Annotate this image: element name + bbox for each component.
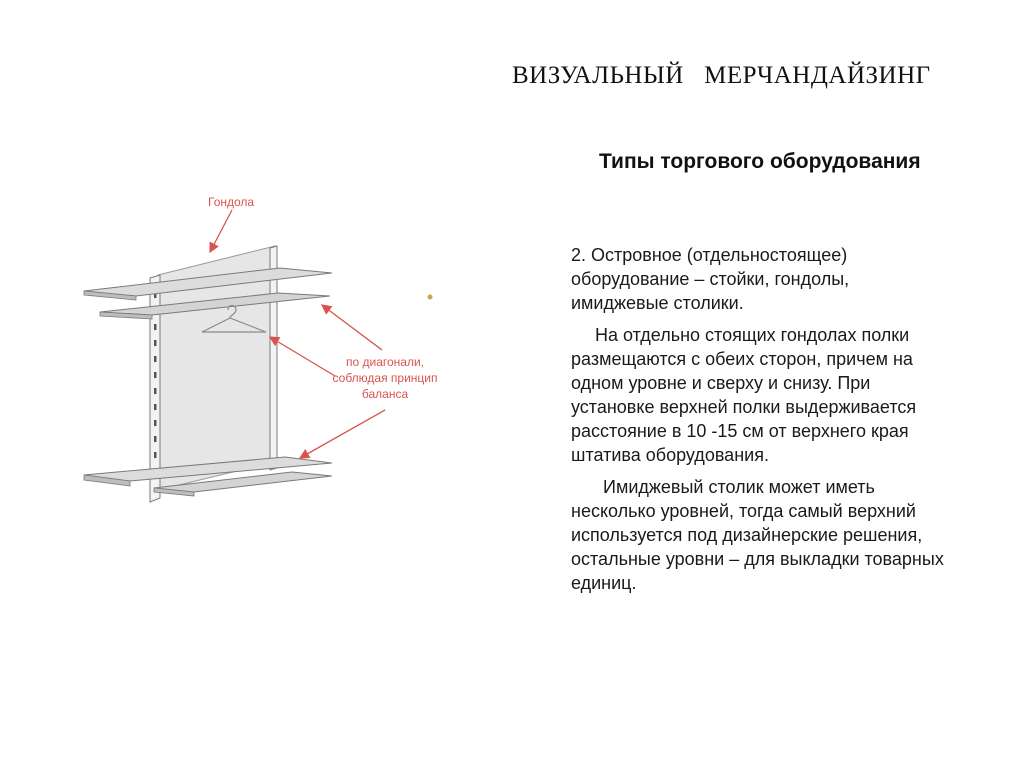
stray-dot xyxy=(428,295,433,300)
paragraph-gondola-shelves: На отдельно стоящих гондолах полки размещаются с обеих сторон, причем на одном уровне и сверху и снизу. При установке верхней полки выдерживается расстояние в 10 -15 см от верхнего края штатива оборудования. xyxy=(571,325,917,465)
paragraph-island-equipment: 2. Островное (отдельностоящее) оборудование – стойки, гондолы, имиджевые столики. xyxy=(571,245,850,313)
gondola-label-group xyxy=(208,195,254,252)
gondola-label: Гондола xyxy=(208,195,255,209)
diagonal-label-line3: баланса xyxy=(361,387,409,401)
diagonal-label-group xyxy=(270,305,437,458)
diagonal-label-line1: по диагонали, xyxy=(345,355,425,369)
slide-subtitle: Типы торгового оборудования xyxy=(599,150,921,173)
paragraph-image-table: Имиджевый столик может иметь несколько уровней, тогда самый верхний используется под дизайнерские решения, остальные уровни – для выкладки товарных единиц. xyxy=(571,477,944,593)
slide-title: ВИЗУАЛЬНЫЙ МЕРЧАНДАЙЗИНГ xyxy=(512,62,931,89)
body-text xyxy=(571,243,946,603)
gondola-diagram xyxy=(70,180,510,510)
diagonal-label-line2: соблюдая принцип xyxy=(332,371,438,385)
